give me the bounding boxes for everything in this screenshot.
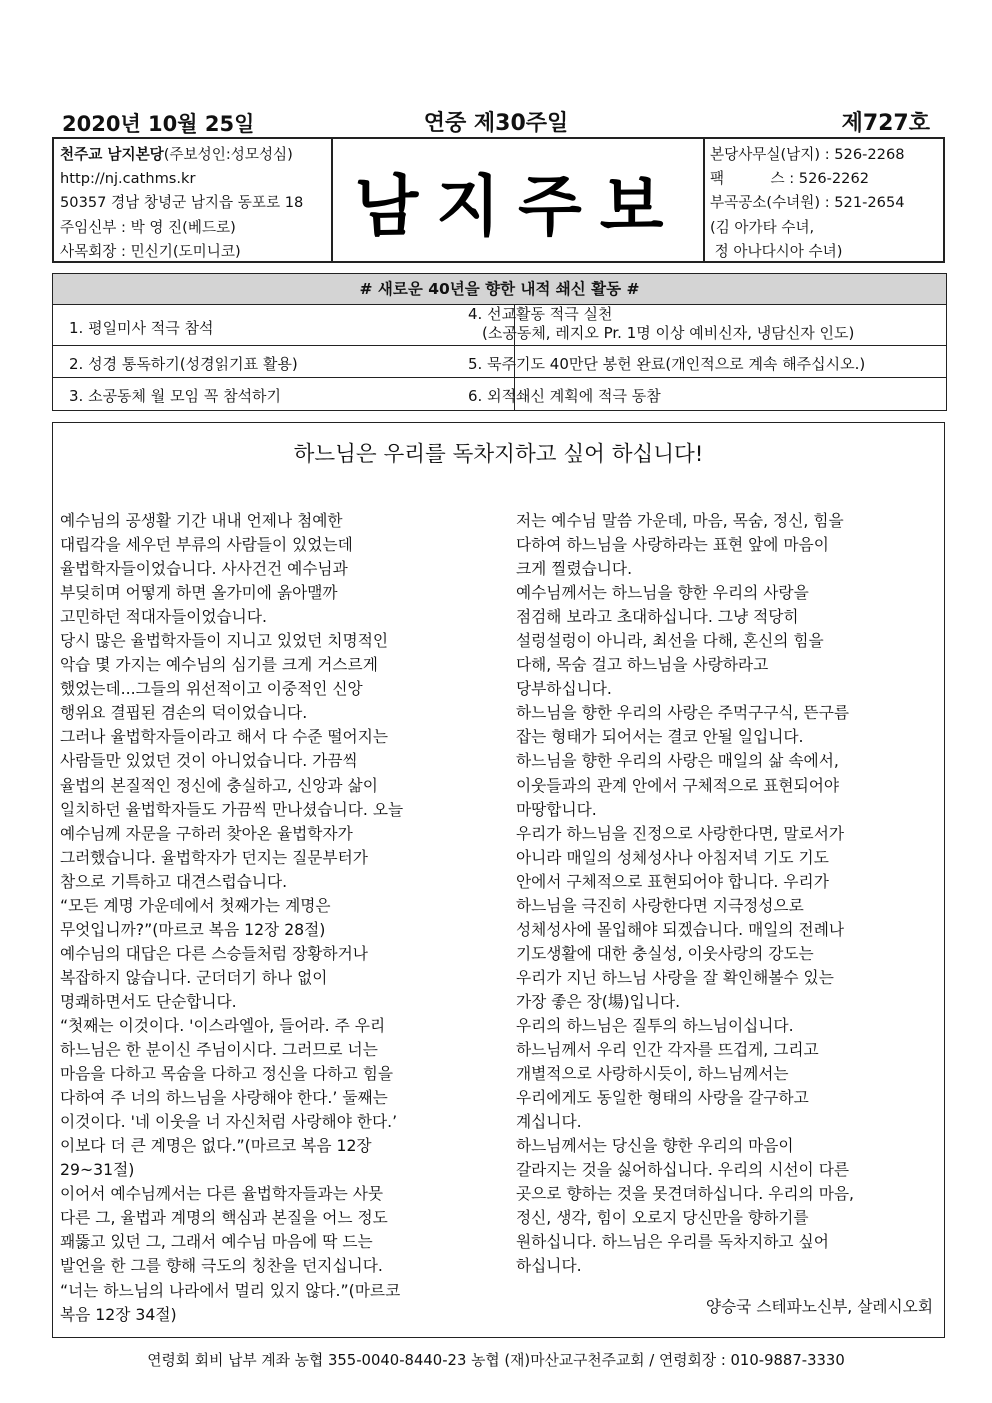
bulletin-title: 남지주보 bbox=[354, 166, 682, 245]
liturgical-week: 연중 제30주일 bbox=[423, 111, 569, 136]
contact-info bbox=[710, 143, 945, 264]
article-line: 곳으로 향하는 것을 못견뎌하십니다. 우리의 마음, bbox=[516, 1184, 854, 1204]
article-line: 복잡하지 않습니다. 군더더기 하나 없이 bbox=[60, 967, 328, 987]
article-line: 참으로 기특하고 대견스럽습니다. bbox=[60, 871, 288, 891]
article-line: 율법의 본질적인 정신에 충실하고, 신앙과 삶이 bbox=[60, 775, 378, 795]
article-line: 29~31절) bbox=[60, 1160, 135, 1180]
article-line: 복음 12장 34절) bbox=[60, 1304, 177, 1324]
article-line: 안에서 구체적으로 표현되어야 합니다. 우리가 bbox=[516, 871, 829, 891]
council-president: 사목회장 : 민신기(도미니코) bbox=[60, 242, 241, 260]
article-line: 이어서 예수님께서는 다른 율법학자들과는 사뭇 bbox=[60, 1184, 384, 1204]
article-line: 그러했습니다. 율법학자가 던지는 질문부터가 bbox=[60, 847, 368, 867]
parish-name-line bbox=[60, 143, 332, 167]
article-line: 가장 좋은 장(場)입니다. bbox=[516, 991, 681, 1011]
article-line: 예수님의 공생활 기간 내내 언제나 첨예한 bbox=[60, 511, 343, 530]
article-line: 고민하던 적대자들이었습니다. bbox=[60, 607, 267, 627]
article-line: “모든 계명 가운데에서 첫째가는 계명은 bbox=[60, 895, 331, 915]
article-line: 기도생활에 대한 충실성, 이웃사랑의 강도는 bbox=[516, 943, 814, 963]
article-line: 당시 많은 율법학자들이 지니고 있었던 치명적인 bbox=[60, 631, 389, 651]
article-line: 잡는 형태가 되어서는 결코 안될 일입니다. bbox=[516, 727, 804, 747]
article-line: 우리에게도 동일한 형태의 사랑을 갈구하고 bbox=[516, 1088, 809, 1108]
article-line: 설렁설렁이 아니라, 최선을 다해, 혼신의 힘을 bbox=[516, 631, 824, 651]
article-line: 하느님을 향한 우리의 사랑은 주먹구구식, 뜬구름 bbox=[516, 703, 850, 723]
article-line: 사람들만 있었던 것이 아니었습니다. 가끔씩 bbox=[60, 751, 358, 771]
article-box bbox=[52, 422, 945, 1338]
article-line: 하느님은 한 분이신 주님이시다. 그러므로 너는 bbox=[60, 1040, 378, 1060]
article-line: 우리의 하느님은 질투의 하느님이십니다. bbox=[516, 1015, 794, 1035]
office-phone: 본당사무실(남지) : 526-2268 bbox=[710, 146, 905, 163]
issue-number: 제727호 bbox=[841, 111, 930, 136]
activity-2: 2. 성경 통독하기(성경읽기표 활용) bbox=[69, 355, 298, 373]
activity-4 bbox=[468, 305, 854, 343]
header-divider bbox=[703, 139, 705, 261]
article-line: 이것이다. '네 이웃을 너 자신처럼 사랑해야 한다.’ bbox=[60, 1112, 398, 1132]
article-author: 양승국 스테파노신부, 살레시오회 bbox=[705, 1297, 933, 1316]
pastor-name: 주임신부 : 박 영 진(베드로) bbox=[60, 218, 236, 236]
article-line: 다하여 하느님을 사랑하라는 표현 앞에 마음이 bbox=[516, 535, 829, 555]
article-line: 개별적으로 사랑하시듯이, 하느님께서는 bbox=[516, 1064, 789, 1084]
article-line: “첫째는 이것이다. '이스라엘아, 들어라. 주 우리 bbox=[60, 1015, 386, 1035]
article-line: 대립각을 세우던 부류의 사람들이 있었는데 bbox=[60, 535, 353, 555]
article-line: 크게 찔렸습니다. bbox=[516, 559, 633, 579]
article-line: 예수님께 자문을 구하러 찾아온 율법학자가 bbox=[60, 823, 353, 843]
article-line: 원하십니다. 하느님은 우리를 독차지하고 싶어 bbox=[516, 1232, 829, 1252]
funeral-society-account: 연령회 회비 납부 계좌 농협 355-0040-8440-23 농협 (재)마산교구천주교회 / 연령회장 : 010-9887-3330 bbox=[147, 1352, 845, 1369]
article-line: 성체성사에 몰입해야 되겠습니다. 매일의 전례나 bbox=[516, 919, 845, 939]
article-line: 점검해 보라고 초대하십니다. 그냥 적당히 bbox=[516, 607, 799, 627]
article-line: 그러나 율법학자들이라고 해서 다 수준 떨어지는 bbox=[60, 727, 389, 747]
article-column-left bbox=[60, 509, 500, 1327]
article-line: 우리가 지닌 하느님 사랑을 잘 확인해볼수 있는 bbox=[516, 967, 834, 987]
article-line: 계십니다. bbox=[516, 1112, 582, 1132]
table-divider bbox=[53, 345, 946, 346]
article-line: 이보다 더 큰 계명은 없다.”(마르코 복음 12장 bbox=[60, 1136, 372, 1156]
issue-date: 2020년 10월 25일 bbox=[62, 112, 255, 136]
activity-1: 1. 평일미사 적극 참석 bbox=[69, 319, 214, 337]
article-line: 하느님께서는 당신을 향한 우리의 마음이 bbox=[516, 1136, 794, 1156]
article-line: 우리가 하느님을 진정으로 사랑한다면, 말로서가 bbox=[516, 823, 845, 843]
convent-phone: 부곡공소(수녀원) : 521-2654 bbox=[710, 194, 905, 212]
article-line: 다하여 주 너의 하느님을 사랑해야 한다.’ 둘째는 bbox=[60, 1088, 388, 1108]
activity-6: 6. 외적쇄신 계획에 적극 동참 bbox=[468, 387, 661, 405]
article-column-right bbox=[516, 509, 946, 1279]
activity-4-detail: (소공동체, 레지오 Pr. 1명 이상 예비신자, 냉담신자 인도) bbox=[482, 324, 855, 342]
article-line: 행위요 결핍된 겸손의 덕이었습니다. bbox=[60, 703, 308, 723]
renewal-title: # 새로운 40년을 향한 내적 쇄신 활동 # bbox=[53, 274, 946, 305]
article-line: 아니라 매일의 성체성사나 아침저녁 기도 기도 bbox=[516, 847, 829, 867]
activity-4-title: 4. 선교활동 적극 실천 bbox=[468, 305, 613, 323]
article-line: 예수님께서는 하느님을 향한 우리의 사랑을 bbox=[516, 583, 809, 603]
article-line: 하느님께서 우리 인간 각자를 뜨겁게, 그리고 bbox=[516, 1040, 819, 1060]
activity-5: 5. 묵주기도 40만단 봉헌 완료(개인적으로 계속 해주십시오.) bbox=[468, 355, 866, 373]
article-line: 하십니다. bbox=[516, 1256, 582, 1276]
article-line: 율법학자들이었습니다. 사사건건 예수님과 bbox=[60, 559, 348, 579]
article-line: 하느님을 향한 우리의 사랑은 매일의 삶 속에서, bbox=[516, 751, 839, 771]
article-line: 무엇입니까?”(마르코 복음 12장 28절) bbox=[60, 919, 326, 939]
article-line: 갈라지는 것을 싫어하십니다. 우리의 시선이 다른 bbox=[516, 1160, 850, 1180]
article-line: 일치하던 율법학자들도 가끔씩 만나셨습니다. 오늘 bbox=[60, 799, 404, 819]
article-line: 부딪히며 어떻게 하면 올가미에 옭아맬까 bbox=[60, 583, 338, 603]
fax-number: 팩 스 : 526-2262 bbox=[710, 170, 870, 188]
activity-3: 3. 소공동체 월 모임 꼭 참석하기 bbox=[69, 387, 282, 405]
article-title: 하느님은 우리를 독차지하고 싶어 하십니다! bbox=[293, 442, 704, 467]
sister-names-2: 정 아나다시아 수녀) bbox=[710, 242, 843, 260]
article-line: 마땅합니다. bbox=[516, 799, 597, 819]
article-line: 악습 몇 가지는 예수님의 심기를 크게 거스르게 bbox=[60, 655, 378, 675]
article-line: 발언을 한 그를 향해 극도의 칭찬을 던지십니다. bbox=[60, 1256, 383, 1276]
article-line: 다른 그, 율법과 계명의 핵심과 본질을 어느 정도 bbox=[60, 1208, 388, 1228]
parish-name: 천주교 남지본당 bbox=[60, 146, 164, 163]
parish-info bbox=[60, 143, 332, 264]
patron-saint: (주보성인:성모성심) bbox=[163, 146, 293, 163]
table-divider bbox=[53, 377, 946, 378]
article-line: 마음을 다하고 목숨을 다하고 정신을 다하고 힘을 bbox=[60, 1064, 394, 1084]
article-line: 당부하십니다. bbox=[516, 679, 612, 699]
article-line: 이웃들과의 관계 안에서 구체적으로 표현되어야 bbox=[516, 775, 840, 795]
article-line: 명쾌하면서도 단순합니다. bbox=[60, 991, 237, 1011]
masthead-box bbox=[52, 137, 945, 263]
parish-website[interactable]: http://nj.cathms.kr bbox=[60, 170, 196, 188]
renewal-activities-table bbox=[52, 273, 947, 411]
article-line: 했었는데...그들의 위선적이고 이중적인 신앙 bbox=[60, 679, 363, 699]
sister-names-1: (김 아가타 수녀, bbox=[710, 218, 815, 236]
article-line: 예수님의 대답은 다른 스승들처럼 장황하거나 bbox=[60, 943, 368, 963]
parish-address: 50357 경남 창녕군 남지읍 동포로 18 bbox=[60, 194, 304, 212]
article-line: “너는 하느님의 나라에서 멀리 있지 않다.”(마르코 bbox=[60, 1280, 401, 1300]
article-line: 정신, 생각, 힘이 오로지 당신만을 향하기를 bbox=[516, 1208, 809, 1228]
article-line: 저는 예수님 말씀 가운데, 마음, 목숨, 정신, 힘을 bbox=[516, 511, 844, 530]
article-line: 다해, 목숨 걸고 하느님을 사랑하라고 bbox=[516, 655, 769, 675]
article-line: 하느님을 극진히 사랑한다면 지극정성으로 bbox=[516, 895, 804, 915]
article-line: 꽤뚫고 있던 그, 그래서 예수님 마음에 딱 드는 bbox=[60, 1232, 373, 1252]
